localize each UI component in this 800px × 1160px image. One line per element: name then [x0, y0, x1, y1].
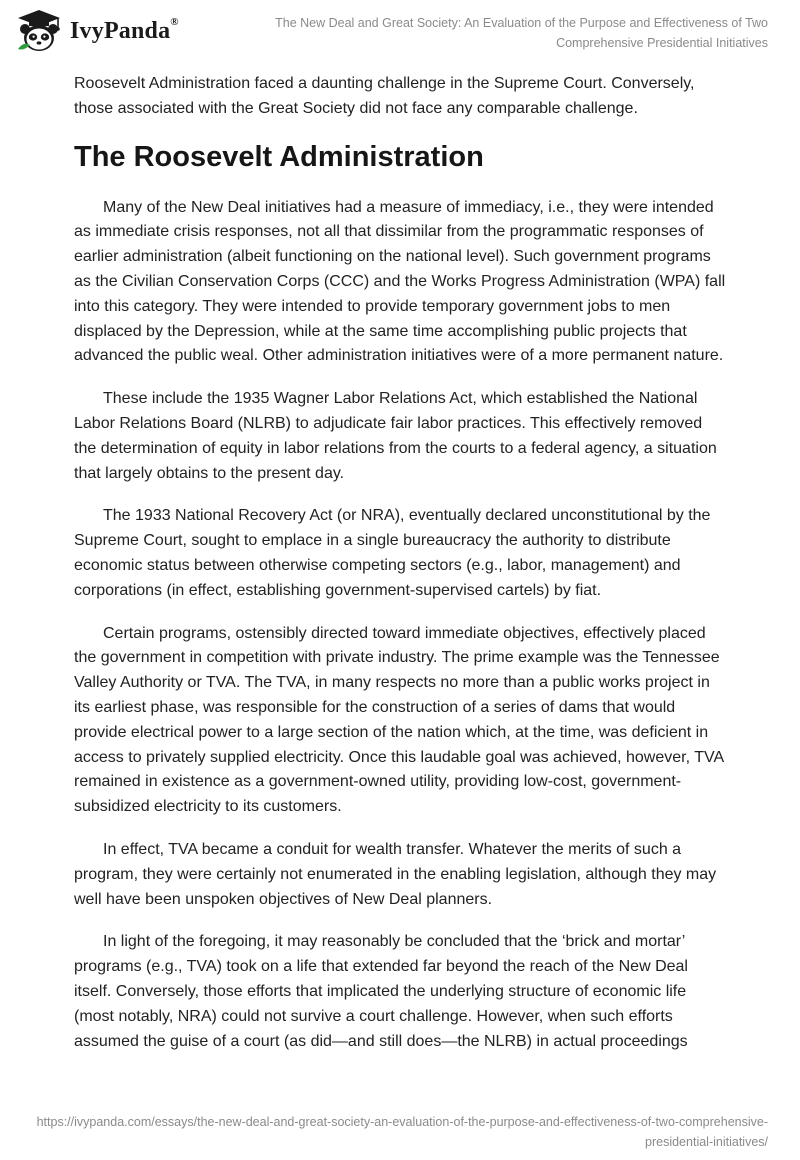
paragraph-2: These include the 1935 Wagner Labor Relations Act, which established the National Labor Relations Board (NLRB) to adjudicate fair labor practices. This effectively removed the determination of equity in labor relations from the courts to a federal agency, a situation that largely obtains to the present day.: [74, 390, 717, 482]
brand-name: [70, 15, 179, 45]
panda-graduate-icon: [14, 9, 64, 53]
registered-mark: ®: [170, 15, 179, 28]
paragraph-4: Certain programs, ostensibly directed toward immediate objectives, effectively placed the government in competition with private industry. The prime example was the Tennessee Valley Authority or TVA. The TVA, in many respects no more than a public works project in its earliest phase, was responsible for the construction of a series of dams that would provide electrical power to a large section of the nation which, at the time, was deficient in access to privately supplied electricity. Once this laudable goal was achieved, however, TVA remained in existence as a government-owned utility, providing low-cost, government-subsidized electricity to its customers.: [74, 624, 724, 816]
footer-url-line-2: presidential-initiatives/: [645, 1135, 768, 1149]
footer-url-line-1: https://ivypanda.com/essays/the-new-deal-and-great-society-an-evaluation-of-the-purpose-and-effectiveness-of-two-comprehensive-: [36, 1115, 768, 1129]
intro-paragraph: Roosevelt Administration faced a daunting challenge in the Supreme Court. Conversely, those associated with the Great Society did not face any comparable challenge.: [74, 75, 695, 117]
brand-text: IvyPanda: [70, 17, 171, 44]
document-title-line-1: The New Deal and Great Society: An Evaluation of the Purpose and Effectiveness of Two: [275, 16, 768, 30]
document-title: [248, 13, 768, 53]
page-header: [0, 0, 800, 62]
paragraph-5: In effect, TVA became a conduit for wealth transfer. Whatever the merits of such a program, they were certainly not enumerated in the enabling legislation, although they may well have been unspoken objectives of New Deal planners.: [74, 840, 717, 908]
section-heading: The Roosevelt Administration: [74, 140, 484, 173]
ivypanda-logo[interactable]: [14, 8, 179, 54]
paragraph-3: The 1933 National Recovery Act (or NRA), eventually declared unconstitutional by the Supreme Court, sought to emplace in a single bureaucracy the authority to distribute economic status between otherwise competing sectors (e.g., labor, management) and corporations (in effect, establishing government-supervised cartels) by fiat.: [74, 507, 711, 599]
page-footer-url[interactable]: [28, 1112, 768, 1152]
essay-content: [74, 72, 726, 1072]
paragraph-1: Many of the New Deal initiatives had a measure of immediacy, i.e., they were intended as immediate crisis responses, not all that dissimilar from the programmatic responses of earlier administration (albeit functioning on the national level). Such government programs as the Civilian Conservation Corps (CCC) and the Works Progress Administration (WPA) fall into this category. They were intended to provide temporary government jobs to men displaced by the Depression, while at the same time accomplishing public projects that advanced the public weal. Other administration initiatives were of a more permanent nature.: [74, 198, 726, 365]
document-title-line-2: Comprehensive Presidential Initiatives: [556, 36, 768, 50]
paragraph-6: In light of the foregoing, it may reasonably be concluded that the ‘brick and mortar’ programs (e.g., TVA) took on a life that extended far beyond the reach of the New Deal itself. Conversely, those efforts that implicated the underlying structure of economic life (most notably, NRA) could not survive a court challenge. However, when such efforts assumed the guise of a court (as did—and still does—the NLRB) in actual proceedings: [74, 933, 688, 1050]
